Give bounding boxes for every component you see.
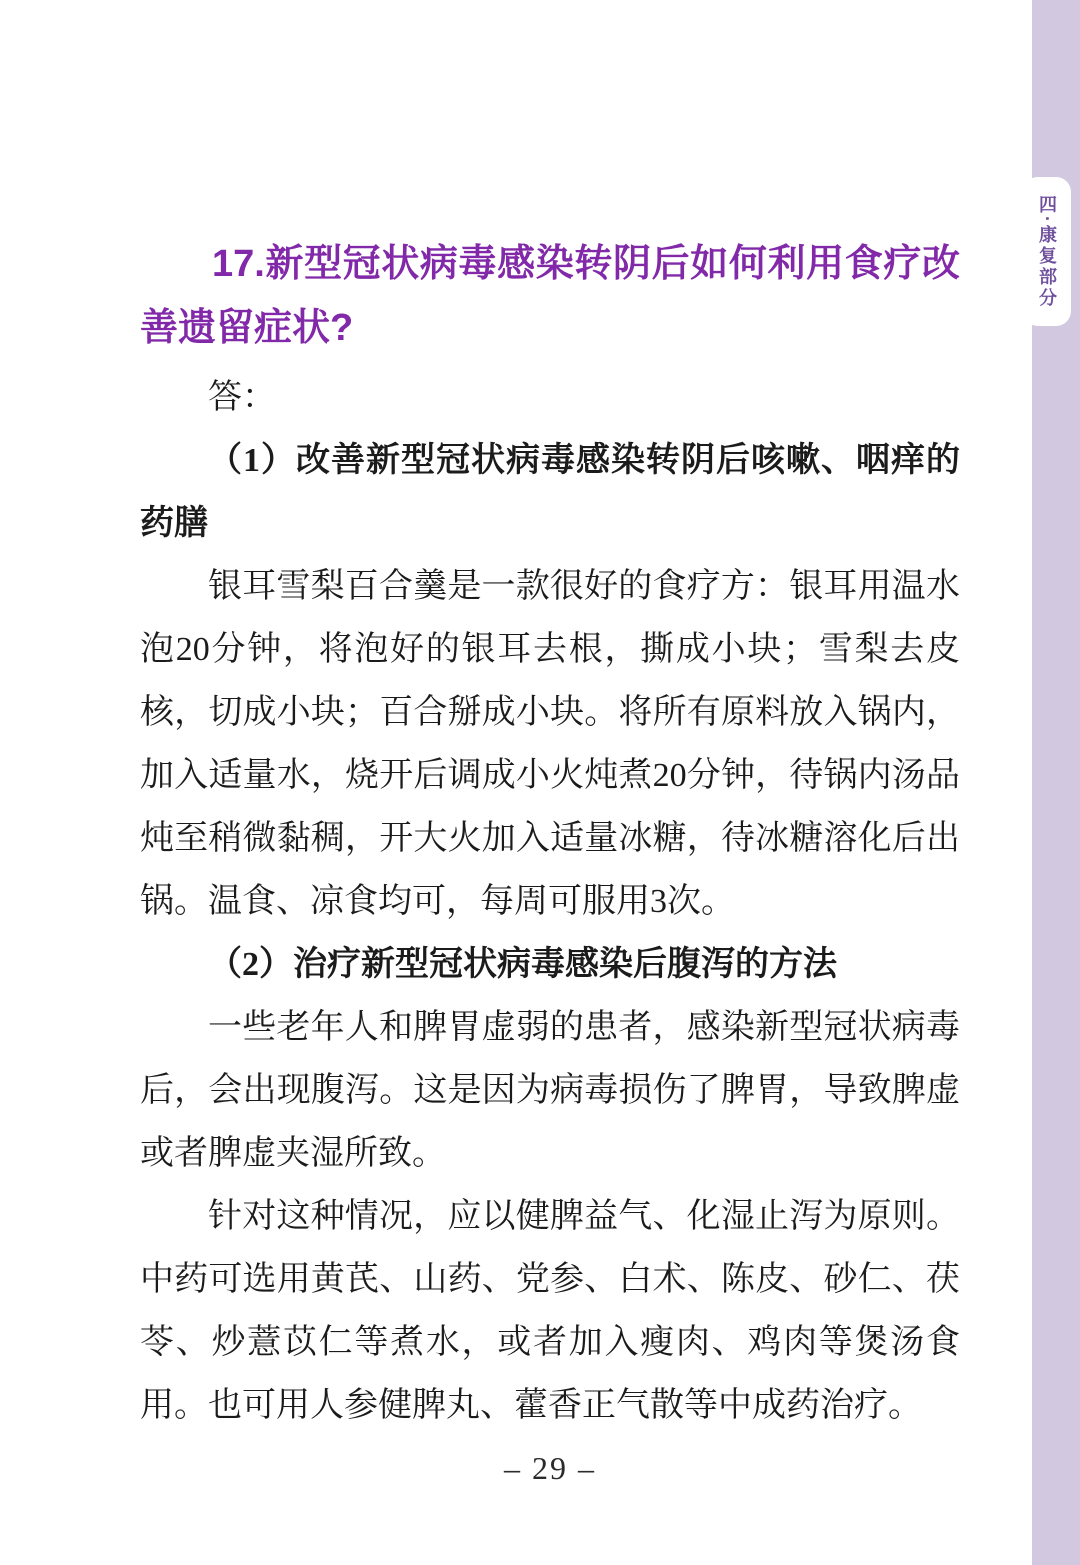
paragraph-recipe: 银耳雪梨百合羹是一款很好的食疗方：银耳用温水泡20分钟，将泡好的银耳去根，撕成小块；雪梨去皮核，切成小块；百合掰成小块。将所有原料放入锅内，加入适量水，烧开后调成小火炖煮20分钟，待锅内汤品炖至稍微黏稠，开大火加入适量冰糖，待冰糖溶化后出锅。温食、凉食均可，每周可服用3次。 xyxy=(140,568,960,920)
question-title: 17.新型冠状病毒感染转阴后如何利用食疗改善遗留症状? xyxy=(140,243,960,349)
page-content xyxy=(140,232,960,1437)
chapter-tab-label: 四·康复部分 xyxy=(1037,194,1057,309)
answer-label: 答： xyxy=(208,379,276,416)
chapter-tab[interactable] xyxy=(1023,177,1071,326)
paragraph-treatment: 针对这种情况，应以健脾益气、化湿止泻为原则。中药可选用黄芪、山药、党参、白术、陈皮、砂仁、茯苓、炒薏苡仁等煮水，或者加入瘦肉、鸡肉等煲汤食用。也可用人参健脾丸、藿香正气散等中成药治疗。 xyxy=(140,1198,960,1424)
paragraph-diarrhea-cause: 一些老年人和脾胃虚弱的患者，感染新型冠状病毒后，会出现腹泻。这是因为病毒损伤了脾胃，导致脾虚或者脾虚夹湿所致。 xyxy=(140,1009,960,1172)
subheading-diarrhea-method: （2）治疗新型冠状病毒感染后腹泻的方法 xyxy=(208,946,837,983)
page-number: – 29 – xyxy=(504,1450,596,1486)
subheading-cough-diet: （1）改善新型冠状病毒感染转阴后咳嗽、咽痒的药膳 xyxy=(140,442,960,542)
